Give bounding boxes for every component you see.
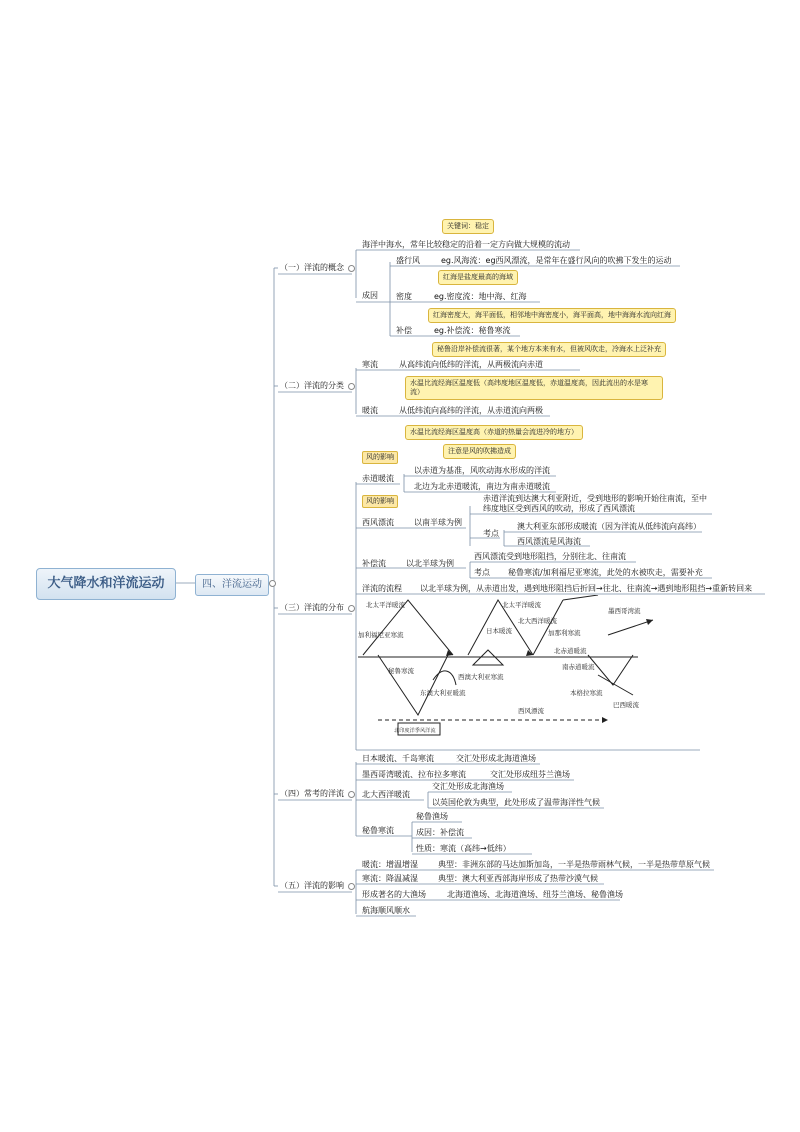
concept-definition[interactable]: 海洋中海水，常年比较稳定的沿着一定方向做大规模的流动 bbox=[362, 240, 570, 249]
compensation-label[interactable]: 补偿流 bbox=[362, 559, 386, 568]
common-r1-detail[interactable]: 交汇处形成北海道渔场 bbox=[456, 754, 536, 763]
compensation-example[interactable]: 以北半球为例 bbox=[406, 559, 454, 568]
map-label-10: 东澳大利亚暖流 bbox=[420, 689, 466, 697]
equatorial-label[interactable]: 赤道暖流 bbox=[362, 474, 394, 483]
westerly-example[interactable]: 以南半球为例 bbox=[414, 518, 462, 527]
westerly-exam-2[interactable]: 西风漂流是风海流 bbox=[517, 537, 581, 546]
map-line bbox=[608, 620, 653, 635]
westerly-label[interactable]: 西风漂流 bbox=[362, 518, 394, 527]
collapse-toggle-icon[interactable] bbox=[269, 580, 276, 587]
map-label-9: 秘鲁寒流 bbox=[388, 667, 414, 675]
common-r1[interactable]: 日本暖流、千岛寒流 bbox=[362, 754, 434, 763]
common-r2[interactable]: 墨西哥湾暖流、拉布拉多寒流 bbox=[362, 770, 466, 779]
note-density: 红海密度大，海平面低，相邻地中海密度小，海平面高，地中海海水流向红海 bbox=[428, 308, 676, 323]
impact-r3[interactable]: 形成著名的大渔场 bbox=[362, 890, 426, 899]
section-classification[interactable]: （二）洋流的分类 bbox=[280, 381, 344, 390]
equatorial-detail-1[interactable]: 以赤道为基准，风吹动海水形成的洋流 bbox=[414, 466, 550, 475]
impact-r2-detail[interactable]: 典型：澳大利亚西部海岸形成了热带沙漠气候 bbox=[438, 874, 598, 883]
westerly-exam-1[interactable]: 澳大利亚东部形成暖流（因为洋流从低纬流向高纬） bbox=[517, 522, 701, 531]
note-warm-current: 水温比流经海区温度高（赤道的热量会流进冷的地方） bbox=[405, 425, 583, 440]
section-common[interactable]: （四）常考的洋流 bbox=[280, 789, 344, 798]
note-wind: 注意是风的吹拂造成 bbox=[443, 444, 516, 459]
cold-detail[interactable]: 从高纬流向低纬的洋流，从两极流向赤道 bbox=[399, 360, 543, 369]
common-r3[interactable]: 北大西洋暖流 bbox=[362, 790, 410, 799]
section-concept[interactable]: （一）洋流的概念 bbox=[280, 263, 344, 272]
common-r4-detail-3[interactable]: 性质：寒流（高纬→低纬） bbox=[416, 844, 511, 853]
map-label-0: 北太平洋暖流 bbox=[366, 601, 405, 609]
map-label-12: 本格拉寒流 bbox=[570, 689, 603, 697]
map-label-3: 北太平洋暖流 bbox=[502, 601, 541, 609]
cause-label[interactable]: 成因 bbox=[362, 291, 378, 300]
westerly-exam-label[interactable]: 考点 bbox=[483, 529, 499, 538]
collapse-toggle-icon[interactable] bbox=[348, 883, 355, 890]
arrow-head bbox=[646, 619, 653, 625]
cycle-label[interactable]: 洋流的流程 bbox=[362, 584, 402, 593]
note-red-sea: 红海是盐度最高的海域 bbox=[438, 270, 518, 285]
collapse-toggle-icon[interactable] bbox=[348, 605, 355, 612]
map-label-6: 墨西哥湾流 bbox=[608, 607, 641, 615]
impact-r2[interactable]: 寒流：降温减湿 bbox=[362, 874, 418, 883]
map-line bbox=[598, 675, 633, 695]
compensation-description[interactable]: 西风漂流受到地形阻挡，分别往北、往南流 bbox=[474, 552, 626, 561]
impact-r3-detail[interactable]: 北海道渔场、北海道渔场、纽芬兰渔场、秘鲁渔场 bbox=[447, 890, 623, 899]
density-detail[interactable]: eg.密度流：地中海、红海 bbox=[434, 292, 527, 301]
common-r4-detail-2[interactable]: 成因：补偿流 bbox=[416, 828, 464, 837]
warm-detail[interactable]: 从低纬流向高纬的洋流，从赤道流向两极 bbox=[399, 406, 543, 415]
impact-r4[interactable]: 航海顺风顺水 bbox=[362, 906, 410, 915]
section-distribution[interactable]: （三）洋流的分布 bbox=[280, 603, 344, 612]
common-r3-detail-1[interactable]: 交汇处形成北海渔场 bbox=[432, 782, 504, 791]
common-r2-detail[interactable]: 交汇处形成纽芬兰渔场 bbox=[490, 770, 570, 779]
wind-label[interactable]: 盛行风 bbox=[396, 256, 420, 265]
common-r3-detail-2[interactable]: 以英国伦敦为典型，此处形成了温带海洋性气候 bbox=[432, 798, 600, 807]
compensation-exam-label[interactable]: 考点 bbox=[474, 568, 490, 577]
cycle-detail[interactable]: 以北半球为例，从赤道出发，遇到地形阻挡后折回→往北、往南流→遇到地形阻挡→重新转回来 bbox=[420, 584, 753, 593]
compensation-exam-1[interactable]: 秘鲁寒流/加利福尼亚寒流，此处的水被吹走，需要补充 bbox=[508, 568, 703, 577]
map-line bbox=[563, 595, 598, 600]
tag-wind-westerly: 风的影响 bbox=[362, 495, 398, 508]
arrow-head bbox=[602, 717, 608, 723]
map-label-13: 巴西暖流 bbox=[613, 701, 639, 709]
impact-r1-detail[interactable]: 典型：非洲东部的马达加斯加岛，一半是热带雨林气候，一半是热带草原气候 bbox=[438, 860, 710, 869]
ocean-current-map bbox=[358, 595, 664, 745]
warm-label[interactable]: 暖流 bbox=[362, 406, 378, 415]
map-label-14: 西风漂流 bbox=[518, 707, 544, 715]
comp-label[interactable]: 补偿 bbox=[396, 326, 412, 335]
impact-r1[interactable]: 暖流：增温增湿 bbox=[362, 860, 418, 869]
note-cold-current: 水温比流经海区温度低（高纬度地区温度低，赤道温度高，因此流出的水是寒流） bbox=[405, 376, 663, 400]
root-topic[interactable]: 大气降水和洋流运动 bbox=[36, 568, 176, 600]
map-label-5: 加那利寒流 bbox=[548, 629, 581, 637]
collapse-toggle-icon[interactable] bbox=[348, 791, 355, 798]
map-label-15: 北印度洋季风洋流 bbox=[394, 728, 436, 734]
cold-label[interactable]: 寒流 bbox=[362, 360, 378, 369]
map-line bbox=[378, 655, 448, 715]
collapse-toggle-icon[interactable] bbox=[348, 265, 355, 272]
wind-detail[interactable]: eg.风海流：eg西风漂流，是常年在盛行风向的吹拂下发生的运动 bbox=[441, 256, 672, 265]
tag-wind-equatorial: 风的影响 bbox=[362, 451, 398, 464]
map-line bbox=[588, 655, 633, 685]
westerly-description[interactable]: 赤道洋流到达澳大利亚附近，受到地形的影响开始往南流，至中纬度地区受到西风的吹动，形成了西风漂流 bbox=[483, 494, 707, 513]
note-compensation: 秘鲁沿岸补偿流很著，某个地方本来有水，但被风吹走，冷海水上泛补充 bbox=[432, 342, 666, 357]
comp-detail[interactable]: eg.补偿流：秘鲁寒流 bbox=[434, 326, 511, 335]
map-label-4: 北大西洋暖流 bbox=[518, 617, 557, 625]
map-label-2: 日本暖流 bbox=[486, 627, 512, 635]
density-label[interactable]: 密度 bbox=[396, 292, 412, 301]
note-keyword: 关键词：稳定 bbox=[442, 219, 494, 234]
common-r4[interactable]: 秘鲁寒流 bbox=[362, 826, 394, 835]
map-label-11: 西澳大利亚寒流 bbox=[458, 673, 504, 681]
equatorial-detail-2[interactable]: 北边为北赤道暖流，南边为南赤道暖流 bbox=[414, 482, 550, 491]
hub-topic[interactable]: 四、洋流运动 bbox=[195, 574, 269, 596]
map-label-7: 北赤道暖流 bbox=[554, 647, 587, 655]
section-impact[interactable]: （五）洋流的影响 bbox=[280, 881, 344, 890]
common-r4-detail-1[interactable]: 秘鲁渔场 bbox=[416, 812, 448, 821]
collapse-toggle-icon[interactable] bbox=[348, 383, 355, 390]
map-label-1: 加利福尼亚寒流 bbox=[358, 631, 404, 639]
map-label-8: 南赤道暖流 bbox=[562, 663, 595, 671]
